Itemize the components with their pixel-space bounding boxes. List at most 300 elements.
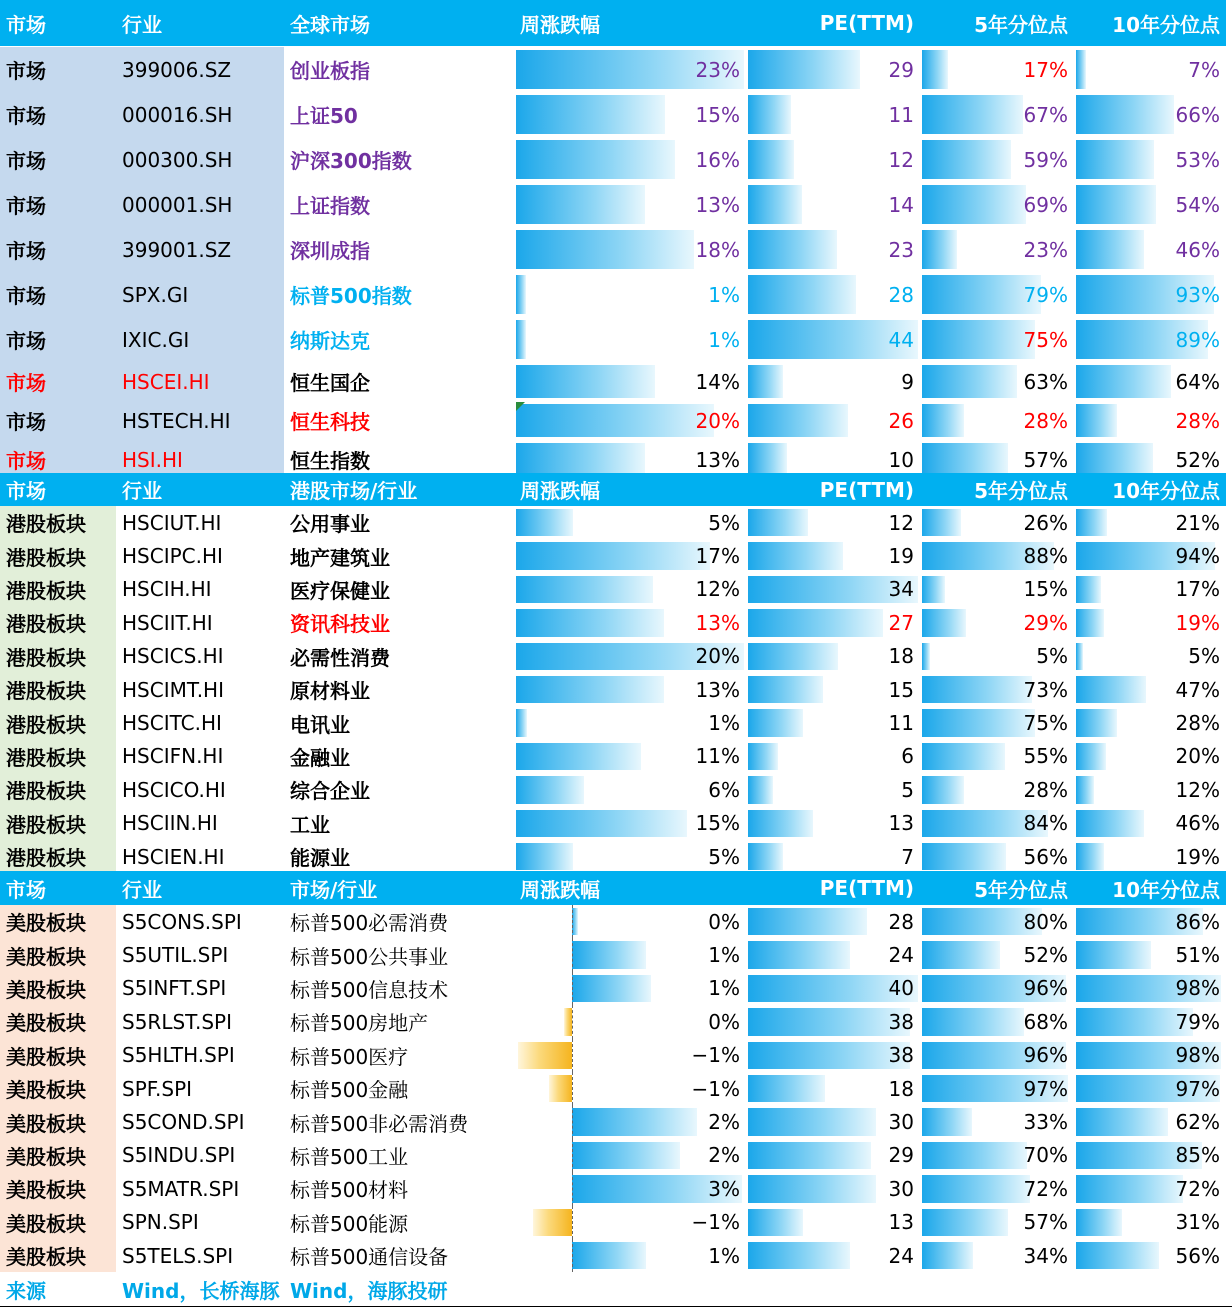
data-bar <box>516 542 710 569</box>
data-bar <box>922 1209 1008 1236</box>
cell-pct-5y <box>920 706 1074 739</box>
value-pct-10y: 56% <box>1175 1243 1220 1268</box>
data-bar <box>748 95 791 134</box>
cell-ticker <box>116 840 284 873</box>
data-bar <box>1076 576 1101 603</box>
value-name: 深圳成指 <box>290 239 370 263</box>
data-bar <box>1076 185 1156 224</box>
value-pe-ttm: 11 <box>888 102 914 127</box>
cell-market <box>0 640 116 673</box>
cell-name <box>284 573 514 606</box>
cell-name <box>284 92 514 137</box>
value-ticker: S5RLST.SPI <box>122 1009 233 1034</box>
cell-weekly-change <box>514 1206 746 1239</box>
cell-pct-5y <box>920 807 1074 840</box>
value-ticker: HSCIH.HI <box>122 577 212 602</box>
value-weekly-change: 13% <box>695 192 740 217</box>
header-ticker[interactable]: 行业 <box>116 871 284 905</box>
data-bar <box>922 320 1035 359</box>
zero-axis <box>572 1039 573 1072</box>
value-market: 美股板块 <box>6 911 86 936</box>
cell-ticker <box>116 1172 284 1205</box>
cell-ticker <box>116 317 284 362</box>
cell-pct-10y <box>1074 401 1226 440</box>
data-bar <box>748 1175 876 1202</box>
cell-pct-5y <box>920 47 1074 92</box>
value-name: 工业 <box>290 812 330 837</box>
value-name: 沪深300指数 <box>290 149 412 173</box>
header-pe-ttm[interactable]: PE(TTM) <box>746 871 920 905</box>
cell-market <box>0 227 116 272</box>
zero-axis <box>572 972 573 1005</box>
cell-name <box>284 1072 514 1105</box>
data-bar <box>922 1242 973 1269</box>
value-pct-10y: 12% <box>1175 777 1220 802</box>
cell-pe-ttm <box>746 1005 920 1038</box>
value-pct-5y: 59% <box>1023 147 1068 172</box>
data-bar <box>922 709 1035 736</box>
value-name: 标普500非必需消费 <box>290 1111 469 1136</box>
data-bar <box>1076 404 1117 437</box>
cell-weekly-change <box>514 362 746 401</box>
value-market: 港股板块 <box>6 679 86 704</box>
data-bar <box>748 908 867 935</box>
header-ticker[interactable]: 行业 <box>116 0 284 46</box>
cell-market <box>0 47 116 92</box>
value-market: 港股板块 <box>6 545 86 570</box>
value-weekly-change: 0% <box>708 909 740 934</box>
value-name: 恒生指数 <box>290 449 370 473</box>
cell-pe-ttm <box>746 182 920 227</box>
zero-axis <box>572 1239 573 1272</box>
cell-name <box>284 1172 514 1205</box>
value-ticker: HSCIIN.HI <box>122 811 218 836</box>
value-pct-5y: 26% <box>1023 510 1068 535</box>
table-row <box>0 272 1232 317</box>
data-bar <box>1076 50 1086 89</box>
cell-ticker <box>116 47 284 92</box>
cell-name <box>284 362 514 401</box>
cell-market <box>0 539 116 572</box>
value-weekly-change: 20% <box>695 408 740 433</box>
cell-ticker <box>116 1206 284 1239</box>
cell-ticker <box>116 182 284 227</box>
data-bar <box>516 776 584 803</box>
table-row <box>0 227 1232 272</box>
cell-pe-ttm <box>746 1172 920 1205</box>
value-weekly-change: 12% <box>695 577 740 602</box>
cell-market <box>0 1005 116 1038</box>
value-pe-ttm: 6 <box>901 744 914 769</box>
negative-bar <box>564 1008 572 1035</box>
data-bar <box>748 609 883 636</box>
value-market: 美股板块 <box>6 1178 86 1203</box>
cell-weekly-change <box>514 673 746 706</box>
header-ticker[interactable]: 行业 <box>116 473 284 506</box>
value-pct-5y: 96% <box>1023 976 1068 1001</box>
cell-pct-5y <box>920 401 1074 440</box>
cell-pe-ttm <box>746 938 920 971</box>
data-bar <box>922 743 1005 770</box>
data-bar <box>1076 810 1144 837</box>
value-ticker: HSCIMT.HI <box>122 677 224 702</box>
cell-name <box>284 1105 514 1138</box>
value-pe-ttm: 30 <box>888 1110 914 1135</box>
cell-name <box>284 272 514 317</box>
cell-pe-ttm <box>746 840 920 873</box>
value-market: 美股板块 <box>6 1211 86 1236</box>
cell-pe-ttm <box>746 227 920 272</box>
negative-bar <box>549 1075 572 1102</box>
value-pct-10y: 7% <box>1188 57 1220 82</box>
value-market: 港股板块 <box>6 645 86 670</box>
cell-pct-5y <box>920 840 1074 873</box>
value-pe-ttm: 13 <box>888 1210 914 1235</box>
data-bar <box>516 810 687 837</box>
table-row <box>0 1172 1232 1205</box>
cell-ticker <box>116 227 284 272</box>
cell-market <box>0 317 116 362</box>
cell-ticker <box>116 1239 284 1272</box>
cell-pct-5y <box>920 740 1074 773</box>
cell-market <box>0 1239 116 1272</box>
value-pct-5y: 69% <box>1023 192 1068 217</box>
data-bar <box>516 320 526 359</box>
header-pe-ttm[interactable]: PE(TTM) <box>746 0 920 46</box>
cell-name <box>284 972 514 1005</box>
table-row <box>0 606 1232 639</box>
value-pct-10y: 86% <box>1175 909 1220 934</box>
cell-ticker <box>116 506 284 539</box>
value-pct-10y: 51% <box>1175 943 1220 968</box>
data-bar <box>1076 230 1144 269</box>
negative-bar <box>518 1042 572 1069</box>
cell-weekly-change <box>514 706 746 739</box>
value-name: 资讯科技业 <box>290 612 390 637</box>
cell-pct-5y <box>920 137 1074 182</box>
cell-market <box>0 1206 116 1239</box>
source-text-2: Wind，海豚投研 <box>290 1278 448 1303</box>
positive-bar <box>572 975 651 1002</box>
value-market: 市场 <box>6 239 46 263</box>
value-market: 港股板块 <box>6 745 86 770</box>
value-pe-ttm: 13 <box>888 811 914 836</box>
cell-pct-5y <box>920 92 1074 137</box>
header-weekly-change[interactable]: 周涨跌幅 <box>514 0 746 46</box>
cell-name <box>284 807 514 840</box>
header-pct-10y[interactable]: 10年分位点 <box>1074 0 1226 46</box>
cell-pct-10y <box>1074 740 1226 773</box>
value-pct-5y: 34% <box>1023 1243 1068 1268</box>
cell-pct-5y <box>920 673 1074 706</box>
header-weekly-change[interactable]: 周涨跌幅 <box>514 473 746 506</box>
cell-pct-5y <box>920 1105 1074 1138</box>
value-market: 港股板块 <box>6 846 86 871</box>
cell-market <box>0 807 116 840</box>
cell-pct-5y <box>920 1239 1074 1272</box>
data-bar <box>748 1108 876 1135</box>
data-bar <box>748 542 843 569</box>
cell-name <box>284 539 514 572</box>
data-bar <box>516 140 675 179</box>
cell-weekly-change <box>514 972 746 1005</box>
cell-weekly-change <box>514 227 746 272</box>
value-name: 恒生科技 <box>290 410 370 434</box>
header-name[interactable]: 市场/行业 <box>284 871 514 905</box>
cell-weekly-change <box>514 272 746 317</box>
value-market: 美股板块 <box>6 1078 86 1103</box>
header-pct-5y[interactable]: 5年分位点 <box>920 0 1074 46</box>
value-pct-10y: 28% <box>1175 408 1220 433</box>
data-bar <box>1076 1209 1122 1236</box>
cell-name <box>284 606 514 639</box>
header-pct-10y[interactable]: 10年分位点 <box>1074 871 1226 905</box>
value-pct-5y: 88% <box>1023 544 1068 569</box>
value-pct-5y: 33% <box>1023 1110 1068 1135</box>
data-bar <box>922 185 1026 224</box>
header-market[interactable]: 市场 <box>0 0 116 46</box>
positive-bar <box>572 1242 646 1269</box>
cell-name <box>284 506 514 539</box>
data-bar <box>1076 941 1151 968</box>
value-weekly-change: 17% <box>695 544 740 569</box>
value-pct-5y: 52% <box>1023 943 1068 968</box>
data-bar <box>516 709 527 736</box>
cell-ticker <box>116 1039 284 1072</box>
data-bar <box>748 843 783 870</box>
value-market: 市场 <box>6 329 46 353</box>
cell-name <box>284 673 514 706</box>
value-market: 美股板块 <box>6 1011 86 1036</box>
positive-bar <box>572 1108 697 1135</box>
cell-market <box>0 773 116 806</box>
zero-axis <box>572 1139 573 1172</box>
value-pe-ttm: 19 <box>888 544 914 569</box>
cell-ticker <box>116 1072 284 1105</box>
cell-pe-ttm <box>746 506 920 539</box>
cell-weekly-change <box>514 606 746 639</box>
value-pct-5y: 5% <box>1036 644 1068 669</box>
cell-pct-5y <box>920 640 1074 673</box>
header-pct-5y[interactable]: 5年分位点 <box>920 871 1074 905</box>
cell-ticker <box>116 938 284 971</box>
data-bar <box>748 643 838 670</box>
header-weekly-change[interactable]: 周涨跌幅 <box>514 871 746 905</box>
table-row <box>0 1139 1232 1172</box>
cell-ticker <box>116 272 284 317</box>
value-pe-ttm: 30 <box>888 1176 914 1201</box>
value-name: 标普500能源 <box>290 1211 409 1236</box>
value-ticker: S5CONS.SPI <box>122 909 242 934</box>
cell-weekly-change <box>514 740 746 773</box>
cell-pe-ttm <box>746 706 920 739</box>
value-pct-5y: 67% <box>1023 102 1068 127</box>
cell-pct-10y <box>1074 539 1226 572</box>
cell-pe-ttm <box>746 773 920 806</box>
header-market[interactable]: 市场 <box>0 473 116 506</box>
value-name: 原材料业 <box>290 679 370 704</box>
data-bar <box>1076 709 1117 736</box>
data-bar <box>922 1175 1030 1202</box>
data-bar <box>1076 509 1107 536</box>
value-pct-5y: 70% <box>1023 1143 1068 1168</box>
header-name[interactable]: 港股市场/行业 <box>284 473 514 506</box>
cell-ticker <box>116 1139 284 1172</box>
data-bar <box>748 275 856 314</box>
data-bar <box>1076 676 1146 703</box>
cell-ticker <box>116 905 284 938</box>
cell-market <box>0 938 116 971</box>
value-pe-ttm: 12 <box>888 147 914 172</box>
value-ticker: HSCIEN.HI <box>122 844 225 869</box>
cell-pct-10y <box>1074 137 1226 182</box>
value-pe-ttm: 29 <box>888 1143 914 1168</box>
value-pe-ttm: 18 <box>888 644 914 669</box>
value-pe-ttm: 7 <box>901 844 914 869</box>
value-pe-ttm: 5 <box>901 777 914 802</box>
cell-pct-10y <box>1074 272 1226 317</box>
value-weekly-change: 23% <box>695 57 740 82</box>
cell-name <box>284 840 514 873</box>
cell-pct-5y <box>920 362 1074 401</box>
header-market[interactable]: 市场 <box>0 871 116 905</box>
cell-pe-ttm <box>746 606 920 639</box>
cell-weekly-change <box>514 1239 746 1272</box>
cell-pct-10y <box>1074 1039 1226 1072</box>
value-weekly-change: 1% <box>708 943 740 968</box>
value-name: 公用事业 <box>290 512 370 537</box>
table-row <box>0 401 1232 440</box>
positive-bar <box>572 1142 680 1169</box>
value-name: 上证50 <box>290 104 358 128</box>
data-bar <box>748 50 860 89</box>
value-name: 创业板指 <box>290 59 370 83</box>
table-row <box>0 137 1232 182</box>
cell-ticker <box>116 401 284 440</box>
value-pct-5y: 57% <box>1023 1210 1068 1235</box>
value-pct-5y: 23% <box>1023 237 1068 262</box>
value-pe-ttm: 23 <box>888 237 914 262</box>
cell-ticker <box>116 773 284 806</box>
value-weekly-change: 15% <box>695 811 740 836</box>
value-ticker: 000016.SH <box>122 102 233 127</box>
header-pe-ttm[interactable]: PE(TTM) <box>746 473 920 506</box>
cell-market <box>0 706 116 739</box>
cell-pct-5y <box>920 1172 1074 1205</box>
header-pct-5y[interactable]: 5年分位点 <box>920 473 1074 506</box>
cell-pe-ttm <box>746 539 920 572</box>
value-pct-10y: 85% <box>1175 1143 1220 1168</box>
value-market: 港股板块 <box>6 578 86 603</box>
data-bar <box>516 185 645 224</box>
value-pct-10y: 19% <box>1175 844 1220 869</box>
value-weekly-change: 15% <box>695 102 740 127</box>
value-pct-10y: 21% <box>1175 510 1220 535</box>
table-row <box>0 1239 1232 1272</box>
value-pe-ttm: 28 <box>888 909 914 934</box>
value-ticker: HSI.HI <box>122 447 183 472</box>
value-pct-10y: 46% <box>1175 237 1220 262</box>
cell-weekly-change <box>514 506 746 539</box>
cell-pe-ttm <box>746 1072 920 1105</box>
cell-weekly-change <box>514 1039 746 1072</box>
cell-market <box>0 1139 116 1172</box>
value-market: 市场 <box>6 371 46 395</box>
value-weekly-change: 1% <box>708 711 740 736</box>
cell-pct-10y <box>1074 1105 1226 1138</box>
value-pct-5y: 97% <box>1023 1076 1068 1101</box>
value-name: 恒生国企 <box>290 371 370 395</box>
value-pct-5y: 28% <box>1023 777 1068 802</box>
value-pct-5y: 75% <box>1023 711 1068 736</box>
value-pct-5y: 15% <box>1023 577 1068 602</box>
zero-axis <box>572 1172 573 1205</box>
data-bar <box>922 95 1023 134</box>
cell-pe-ttm <box>746 317 920 362</box>
cell-ticker <box>116 807 284 840</box>
data-bar <box>748 709 803 736</box>
data-bar <box>1076 365 1171 398</box>
cell-weekly-change <box>514 137 746 182</box>
cell-weekly-change <box>514 539 746 572</box>
zero-axis <box>572 1206 573 1239</box>
value-market: 美股板块 <box>6 1111 86 1136</box>
value-pct-10y: 98% <box>1175 1043 1220 1068</box>
cell-pe-ttm <box>746 92 920 137</box>
data-bar <box>922 676 1032 703</box>
cell-pct-10y <box>1074 317 1226 362</box>
value-name: 综合企业 <box>290 779 370 804</box>
cell-market <box>0 137 116 182</box>
data-bar <box>748 1242 850 1269</box>
value-ticker: HSTECH.HI <box>122 408 231 433</box>
value-ticker: HSCITC.HI <box>122 711 222 736</box>
cell-market <box>0 506 116 539</box>
cell-pe-ttm <box>746 1206 920 1239</box>
data-bar <box>1076 743 1106 770</box>
cell-pe-ttm <box>746 1039 920 1072</box>
value-ticker: SPN.SPI <box>122 1210 199 1235</box>
value-market: 美股板块 <box>6 1245 86 1270</box>
value-ticker: 399006.SZ <box>122 57 232 82</box>
cell-market <box>0 362 116 401</box>
value-name: 金融业 <box>290 745 350 770</box>
value-pct-10y: 20% <box>1175 744 1220 769</box>
value-pct-10y: 62% <box>1175 1110 1220 1135</box>
data-bar <box>922 230 957 269</box>
cell-pe-ttm <box>746 573 920 606</box>
value-pct-10y: 47% <box>1175 677 1220 702</box>
data-bar <box>748 509 808 536</box>
cell-pe-ttm <box>746 1105 920 1138</box>
value-weekly-change: 14% <box>695 369 740 394</box>
value-ticker: 000300.SH <box>122 147 233 172</box>
value-weekly-change: 11% <box>695 744 740 769</box>
table-row <box>0 1105 1232 1138</box>
value-market: 美股板块 <box>6 1044 86 1069</box>
header-pct-10y[interactable]: 10年分位点 <box>1074 473 1226 506</box>
cell-pct-10y <box>1074 92 1226 137</box>
header-name[interactable]: 全球市场 <box>284 0 514 46</box>
data-bar <box>1076 776 1094 803</box>
value-market: 港股板块 <box>6 812 86 837</box>
cell-weekly-change <box>514 1139 746 1172</box>
table-row <box>0 362 1232 401</box>
value-market: 市场 <box>6 449 46 473</box>
value-name: 标普500工业 <box>290 1144 409 1169</box>
value-pe-ttm: 38 <box>888 1009 914 1034</box>
cell-pct-5y <box>920 506 1074 539</box>
